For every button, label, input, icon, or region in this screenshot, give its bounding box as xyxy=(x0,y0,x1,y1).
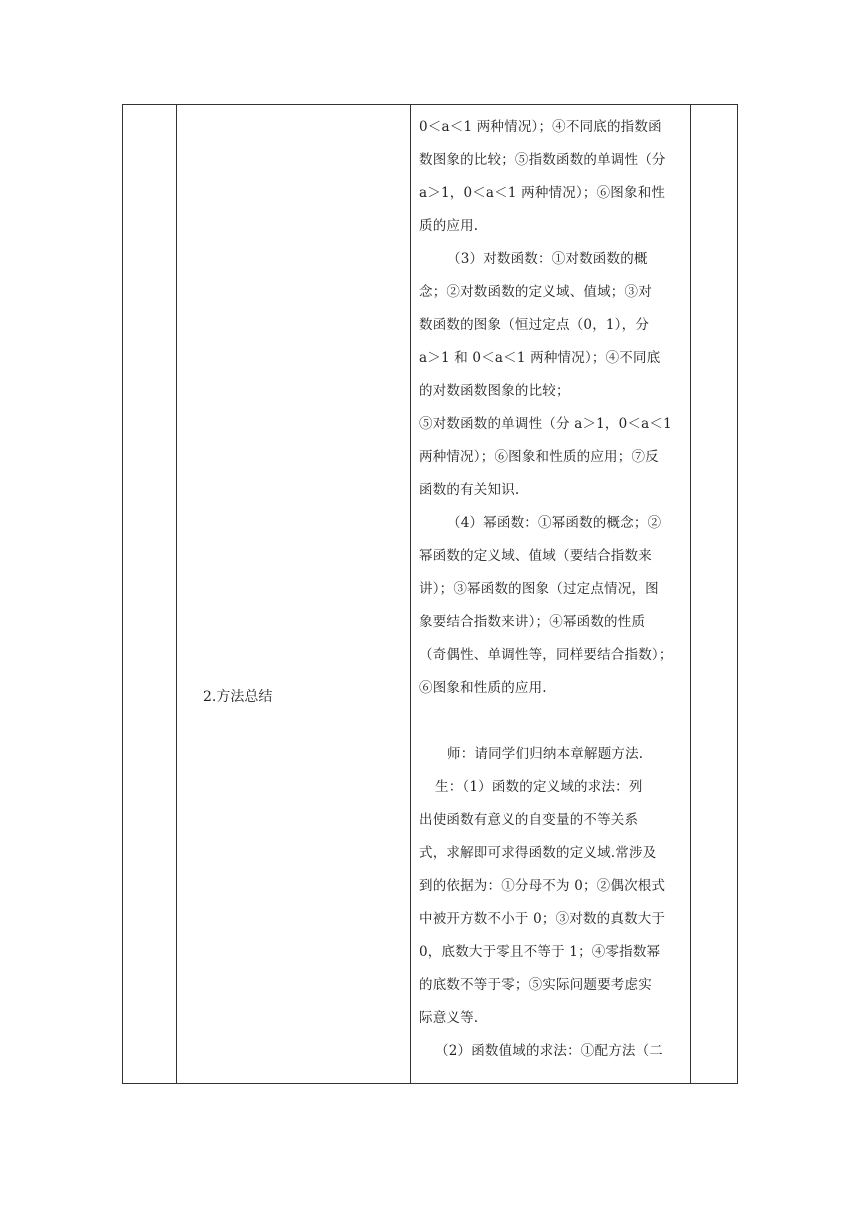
content-line: 0，底数大于零且不等于 1；④零指数幂 xyxy=(419,944,661,960)
content-line: 的底数不等于零；⑤实际问题要考虑实 xyxy=(419,977,652,993)
row-label: 2.方法总结 xyxy=(203,689,273,705)
column-divider-1 xyxy=(176,105,177,1083)
content-line: ⑥图象和性质的应用. xyxy=(419,680,547,696)
column-divider-2 xyxy=(410,105,411,1083)
blank-line xyxy=(419,705,687,738)
content-line: 的对数函数图象的比较； xyxy=(419,383,570,399)
content-line: 质的应用. xyxy=(419,218,479,234)
content-line: a＞1 和 0＜a＜1 两种情况）；④不同底 xyxy=(419,350,661,366)
content-line: 生：（1）函数的定义域的求法：列 xyxy=(435,779,643,795)
content-line: 出使函数有意义的自变量的不等关系 xyxy=(419,812,639,828)
content-line: 际意义等. xyxy=(419,1010,479,1026)
content-line: 数函数的图象（恒过定点（0，1），分 xyxy=(419,317,650,333)
content-line: 象要结合指数来讲）；④幂函数的性质 xyxy=(419,614,646,630)
content-line: 到的依据为：①分母不为 0；②偶次根式 xyxy=(419,878,666,894)
content-line: （奇偶性、单调性等，同样要结合指数）； xyxy=(419,647,673,663)
content-line: （3）对数函数：①对数函数的概 xyxy=(447,251,648,267)
content-line: 0＜a＜1 两种情况）；④不同底的指数函 xyxy=(419,119,662,135)
lesson-table xyxy=(122,104,738,1084)
column-divider-3 xyxy=(690,105,691,1083)
content-line: 幂函数的定义域、值域（要结合指数来 xyxy=(419,548,652,564)
content-line: 两种情况）；⑥图象和性质的应用；⑦反 xyxy=(419,449,659,465)
content-line: 讲）；③幂函数的图象（过定点情况，图 xyxy=(419,581,659,597)
row-content xyxy=(419,111,687,1068)
content-line: 数图象的比较；⑤指数函数的单调性（分 xyxy=(419,152,666,168)
content-line: 中被开方数不小于 0；③对数的真数大于 xyxy=(419,911,666,927)
content-line: 式，求解即可求得函数的定义域.常涉及 xyxy=(419,845,657,861)
content-line: 念；②对数函数的定义域、值域；③对 xyxy=(419,284,652,300)
content-line: （4）幂函数：①幂函数的概念；② xyxy=(447,515,662,531)
content-line: a＞1，0＜a＜1 两种情况）；⑥图象和性 xyxy=(419,185,666,201)
content-line: ⑤对数函数的单调性（分 a＞1，0＜a＜1 xyxy=(419,416,672,432)
content-line: （2）函数值域的求法：①配方法（二 xyxy=(435,1043,663,1059)
content-line: 函数的有关知识. xyxy=(419,482,520,498)
content-line: 师：请同学们归纳本章解题方法. xyxy=(447,746,644,762)
